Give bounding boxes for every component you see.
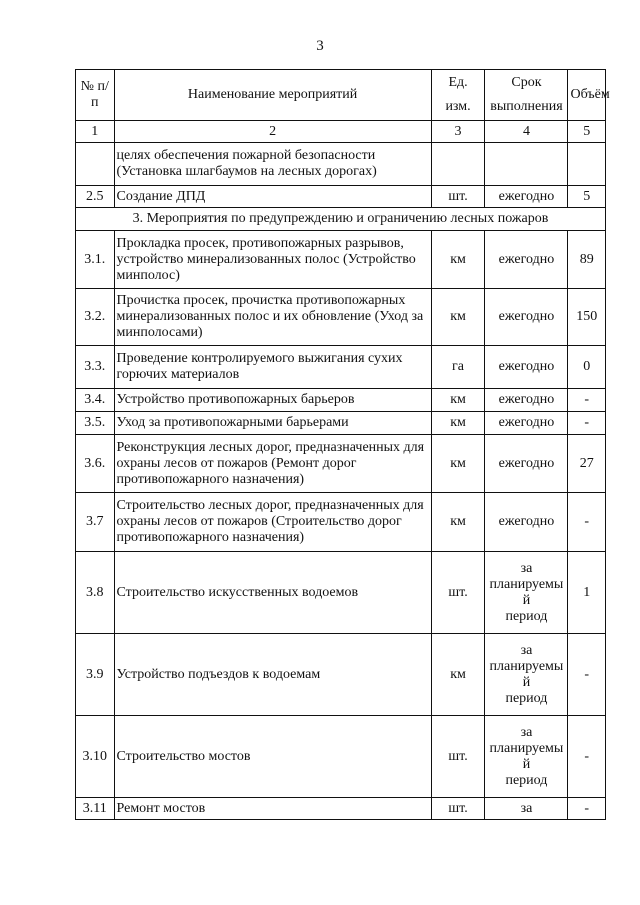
table-row [76, 346, 606, 389]
header-num: № п/п [76, 70, 115, 121]
row-unit: шт. [431, 716, 485, 798]
row-volume: - [568, 493, 606, 552]
row-unit: км [431, 435, 485, 493]
table-row [76, 389, 606, 412]
row-name: Уход за противопожарными барьерами [114, 412, 431, 435]
row-deadline [485, 634, 568, 716]
row-number: 3.5. [76, 412, 115, 435]
row-volume: 27 [568, 435, 606, 493]
row-volume: - [568, 634, 606, 716]
row-name: Реконструкция лесных дорог, предназначенных для охраны лесов от пожаров (Ремонт дорог противопожарного назначения) [114, 435, 431, 493]
row-deadline-line: й [522, 592, 531, 608]
row-number: 3.9 [76, 634, 115, 716]
table-row [76, 716, 606, 798]
row-name: Строительство мостов [114, 716, 431, 798]
row-deadline-line: за [520, 800, 533, 816]
row-deadline [485, 552, 568, 634]
row-number: 3.6. [76, 435, 115, 493]
table-row [76, 798, 606, 820]
row-name: Устройство подъездов к водоемам [114, 634, 431, 716]
row-unit: км [431, 634, 485, 716]
row-number: 3.4. [76, 389, 115, 412]
row-number: 3.8 [76, 552, 115, 634]
section-row [76, 208, 606, 231]
header-volume: Объём [568, 70, 606, 121]
row-unit: км [431, 289, 485, 346]
row-number: 3.1. [76, 231, 115, 289]
row-unit [431, 143, 485, 186]
column-number: 4 [485, 121, 568, 143]
page-number: 3 [316, 38, 324, 54]
row-volume: 150 [568, 289, 606, 346]
table-row [76, 634, 606, 716]
row-deadline-line: й [522, 674, 531, 690]
row-deadline-line: планируемы [489, 576, 564, 592]
row-deadline-line: за [520, 642, 533, 658]
row-unit: км [431, 389, 485, 412]
row-number: 3.7 [76, 493, 115, 552]
row-unit: км [431, 493, 485, 552]
row-deadline [485, 798, 568, 820]
row-deadline [485, 435, 568, 493]
row-name: Ремонт мостов [114, 798, 431, 820]
table-row [76, 289, 606, 346]
row-deadline-line: за [520, 724, 533, 740]
row-deadline-line: ежегодно [498, 455, 555, 471]
row-volume: - [568, 389, 606, 412]
row-volume: - [568, 798, 606, 820]
header-deadline [485, 70, 568, 121]
table-row [76, 412, 606, 435]
row-deadline-line: за [520, 560, 533, 576]
table-row [76, 186, 606, 208]
table-row [76, 143, 606, 186]
row-unit: км [431, 231, 485, 289]
row-number: 3.2. [76, 289, 115, 346]
row-name: Проведение контролируемого выжигания сухих горючих материалов [114, 346, 431, 389]
row-deadline-line: период [505, 608, 548, 624]
row-deadline-line: ежегодно [498, 188, 555, 204]
table-body [76, 143, 606, 820]
column-number: 2 [114, 121, 431, 143]
row-number [76, 143, 115, 186]
row-deadline-line: ежегодно [498, 251, 555, 267]
table-row [76, 435, 606, 493]
measures-table [75, 69, 610, 820]
row-deadline [485, 389, 568, 412]
row-deadline [485, 231, 568, 289]
header-unit-line-2: изм. [445, 99, 471, 114]
row-unit: га [431, 346, 485, 389]
column-number: 1 [76, 121, 115, 143]
row-volume: - [568, 412, 606, 435]
row-unit: км [431, 412, 485, 435]
header-unit-line-1: Ед. [448, 75, 468, 90]
row-name: Прокладка просек, противопожарных разрывов, устройство минерализованных полос (Устройство минполос) [114, 231, 431, 289]
row-volume: 1 [568, 552, 606, 634]
row-name: Строительство искусственных водоемов [114, 552, 431, 634]
header-deadline-line-2: выполнения [490, 99, 563, 114]
row-unit: шт. [431, 798, 485, 820]
row-volume: 89 [568, 231, 606, 289]
row-deadline-line: ежегодно [498, 392, 555, 407]
row-deadline-line: ежегодно [498, 359, 555, 374]
row-name: Устройство противопожарных барьеров [114, 389, 431, 412]
column-numbers-row [76, 121, 606, 143]
row-volume: 0 [568, 346, 606, 389]
row-number: 3.10 [76, 716, 115, 798]
row-volume [568, 143, 606, 186]
row-deadline-line: планируемы [489, 658, 564, 674]
row-number: 3.3. [76, 346, 115, 389]
row-deadline-line: планируемы [489, 740, 564, 756]
header-row [76, 70, 606, 121]
row-deadline-line: ежегодно [498, 415, 555, 430]
table-row [76, 552, 606, 634]
row-number: 2.5 [76, 186, 115, 208]
header-deadline-line-1: Срок [511, 75, 542, 90]
row-volume: 5 [568, 186, 606, 208]
row-deadline-line: период [505, 690, 548, 706]
row-name: Прочистка просек, прочистка противопожарных минерализованных полос и их обновление (Уход за минполосами) [114, 289, 431, 346]
table-row [76, 231, 606, 289]
row-name: целях обеспечения пожарной безопасности (Установка шлагбаумов на лесных дорогах) [114, 143, 431, 186]
row-deadline [485, 716, 568, 798]
row-unit: шт. [431, 186, 485, 208]
row-number: 3.11 [76, 798, 115, 820]
row-deadline [485, 493, 568, 552]
row-name: Создание ДПД [114, 186, 431, 208]
row-deadline-line: ежегодно [498, 309, 555, 324]
column-number: 3 [431, 121, 485, 143]
section-title: 3. Мероприятия по предупреждению и ограничению лесных пожаров [76, 208, 606, 231]
table-row [76, 493, 606, 552]
row-volume: - [568, 716, 606, 798]
row-unit: шт. [431, 552, 485, 634]
row-deadline [485, 143, 568, 186]
column-number: 5 [568, 121, 606, 143]
row-name: Строительство лесных дорог, предназначенных для охраны лесов от пожаров (Строительство дорог противопожарного назначения) [114, 493, 431, 552]
header-name: Наименование мероприятий [114, 70, 431, 121]
row-deadline-line: период [505, 772, 548, 788]
header-unit [431, 70, 485, 121]
row-deadline [485, 289, 568, 346]
row-deadline [485, 186, 568, 208]
row-deadline-line: й [522, 756, 531, 772]
row-deadline [485, 346, 568, 389]
row-deadline [485, 412, 568, 435]
row-deadline-line: ежегодно [498, 514, 555, 529]
